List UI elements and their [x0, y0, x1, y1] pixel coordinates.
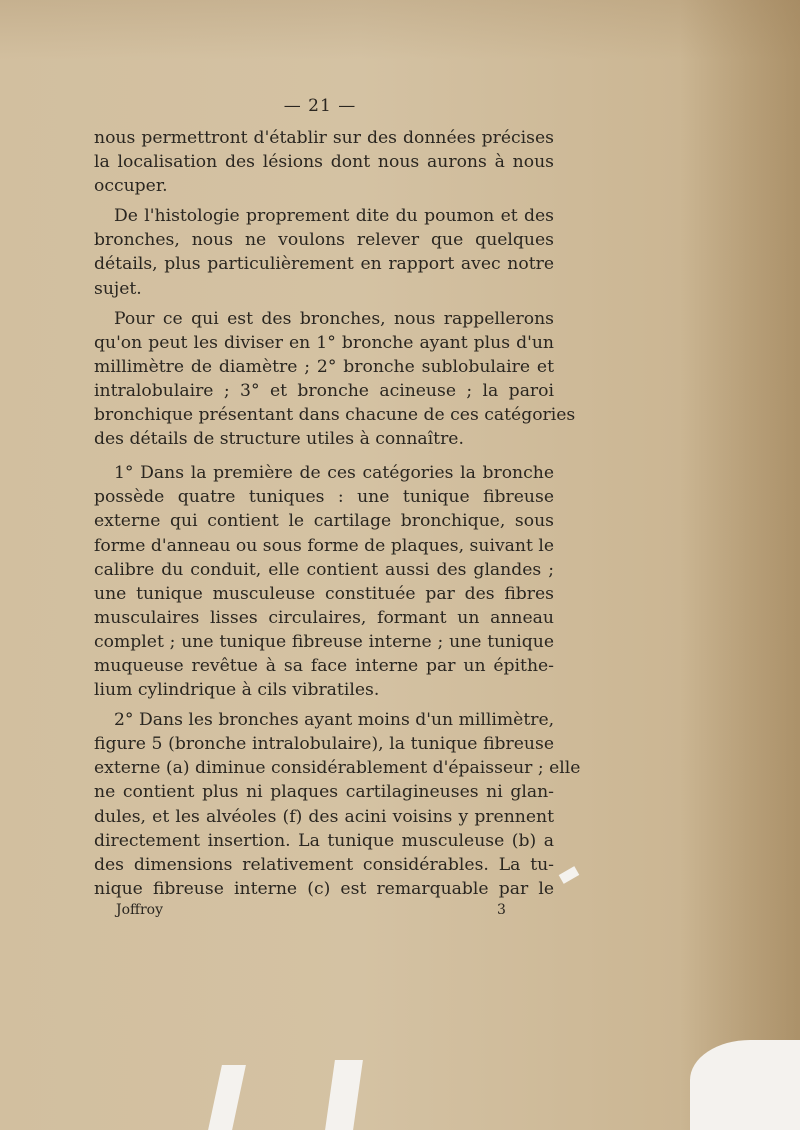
- text-line: sujet.: [94, 278, 142, 299]
- signature-number: 3: [497, 902, 506, 918]
- text-line: muqueuse revêtue à sa face interne par un épithe-: [94, 655, 554, 676]
- paper-tear: [559, 866, 580, 884]
- text-line: bronches, nous ne voulons relever que quelques: [94, 230, 554, 251]
- text-line: 1° Dans la première de ces catégories la bronche: [114, 463, 554, 484]
- text-line: la localisation des lésions dont nous aurons à nous: [94, 152, 554, 173]
- text-line: une tunique musculeuse constituée par des fibres: [94, 583, 554, 604]
- text-line: occuper.: [94, 176, 168, 197]
- signature-mark: Joffroy: [116, 902, 164, 918]
- text-line: des détails de structure utiles à connaître.: [94, 429, 464, 450]
- text-line: lium cylindrique à cils vibratiles.: [94, 680, 380, 701]
- text-line: millimètre de diamètre ; 2° bronche sublobulaire et: [94, 356, 554, 377]
- text-line: forme d'anneau ou sous forme de plaques, suivant le: [94, 535, 555, 556]
- text-line: 2° Dans les bronches ayant moins d'un millimètre,: [114, 710, 555, 731]
- text-line: intralobulaire ; 3° et bronche acineuse ; la paroi: [94, 380, 554, 401]
- text-line: des dimensions relativement considérables. La tu-: [94, 854, 554, 875]
- text-line: De l'histologie proprement dite du poumon et des: [114, 206, 554, 227]
- text-line: complet ; une tunique fibreuse interne ; une tunique: [94, 631, 554, 652]
- paper-stain-top: [0, 0, 800, 60]
- paper-tear: [208, 1065, 246, 1130]
- body-text: [94, 126, 581, 901]
- paper-stain-right: [680, 0, 800, 1130]
- text-line: directement insertion. La tunique musculeuse (b) a: [94, 830, 554, 851]
- text-line: externe qui contient le cartilage bronchique, sous: [94, 511, 554, 532]
- paper-tear: [690, 1040, 800, 1130]
- paper-tear: [325, 1060, 363, 1130]
- text-line: ne contient plus ni plaques cartilagineuses ni glan-: [94, 782, 554, 803]
- text-line: détails, plus particulièrement en rapport avec notre: [94, 254, 554, 275]
- text-line: possède quatre tuniques : une tunique fibreuse: [94, 487, 554, 508]
- text-line: musculaires lisses circulaires, formant un anneau: [94, 607, 554, 628]
- text-line: qu'on peut les diviser en 1° bronche ayant plus d'un: [94, 332, 554, 353]
- text-line: calibre du conduit, elle contient aussi des glandes ;: [94, 559, 554, 580]
- text-line: externe (a) diminue considérablement d'épaisseur ; elle: [94, 758, 581, 779]
- text-line: nous permettront d'établir sur des données précises: [94, 128, 554, 148]
- text-line: figure 5 (bronche intralobulaire), la tunique fibreuse: [94, 734, 554, 755]
- text-line: bronchique présentant dans chacune de ces catégories: [94, 405, 576, 426]
- text-line: Pour ce qui est des bronches, nous rappellerons: [114, 308, 554, 329]
- text-line: nique fibreuse interne (c) est remarquable par le: [94, 878, 554, 899]
- page-number: — 21 —: [283, 96, 357, 116]
- text-line: dules, et les alvéoles (f) des acini voisins y prennent: [94, 806, 554, 827]
